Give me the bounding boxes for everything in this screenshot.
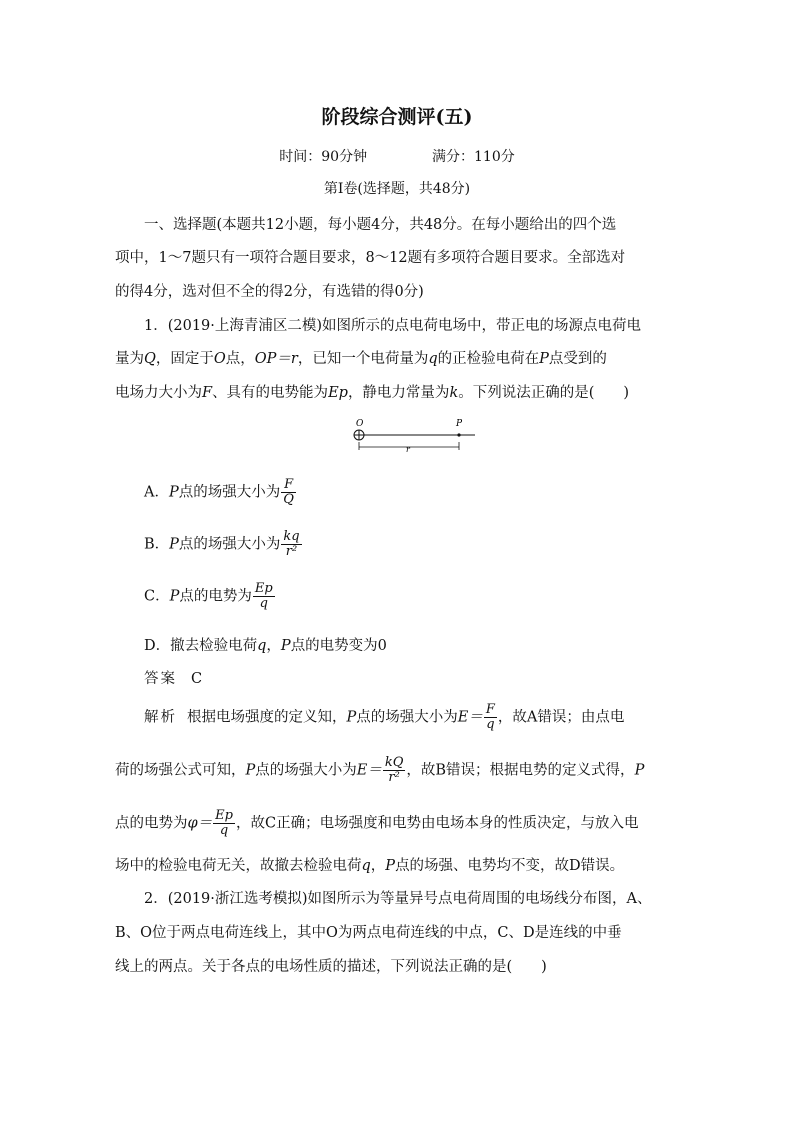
q1-solution-line-3: 点的电势为φ＝ $\frac{Ep}{q}$ ，故C正确；电场强度和电势由电场本身的性质决定，与放入电 bbox=[115, 808, 639, 838]
figure-label-o: O bbox=[356, 419, 364, 429]
q1-line-3: 电场力大小为F、具有的电势能为Ep，静电力常量为k。下列说法正确的是( ) bbox=[115, 385, 630, 401]
q2-line-1: 2．(2019·浙江选考模拟)如图所示为等量异号点电荷周围的电场线分布图，A、 bbox=[144, 891, 652, 907]
q1-solution-line-4: 场中的检验电荷无关，故撤去检验电荷q，P点的场强、电势均不变，故D错误。 bbox=[115, 858, 625, 874]
instructions-line-2: 项中，1～7题只有一项符合题目要求，8～12题有多项符合题目要求。全部选对 bbox=[115, 250, 626, 266]
instructions-line-1: 一、选择题(本题共12小题，每小题4分，共48分。在每小题给出的四个选 bbox=[144, 217, 617, 233]
q1-figure bbox=[350, 416, 480, 456]
q1-option-d: D．撤去检验电荷q，P点的电势变为0 bbox=[144, 638, 387, 654]
q1-option-b: B．P点的场强大小为 $\frac{kq}{\text{r²}}$ bbox=[144, 529, 300, 559]
q1-line-2: 量为Q，固定于O点，OP＝r，已知一个电荷量为q的正检验电荷在P点受到的 bbox=[115, 351, 607, 367]
q2-line-3: 线上的两点。关于各点的电场性质的描述，下列说法正确的是( ) bbox=[115, 959, 547, 975]
q1-solution-line-2: 荷的场强公式可知，P点的场强大小为E＝ $\frac{kQ}{\text{r²}}$ ，故B错误；根据电势的定义式得，P bbox=[115, 755, 645, 785]
exam-time: 时间：90分钟 bbox=[279, 149, 368, 165]
part-heading: 第Ⅰ卷(选择题，共48分) bbox=[323, 181, 471, 197]
figure-label-p: P bbox=[456, 419, 463, 429]
point-p-icon bbox=[457, 433, 460, 436]
q1-option-a: A．P点的场强大小为 $\frac{F}{Q}$ bbox=[144, 477, 294, 507]
exam-score: 满分：110分 bbox=[432, 149, 515, 165]
q1-solution-line-1: 解析 根据电场强度的定义知，P点的场强大小为E＝ $\frac{F}{q}$ ，故A错误；由点电 bbox=[144, 702, 625, 732]
page-title: 阶段综合测评(五) bbox=[321, 106, 473, 128]
instructions-line-3: 的得4分，选对但不全的得2分，有选错的得0分) bbox=[115, 284, 424, 300]
q1-line-1: 1．(2019·上海青浦区二模)如图所示的点电荷电场中，带正电的场源点电荷电 bbox=[144, 318, 642, 334]
exam-meta bbox=[0, 146, 794, 166]
q1-answer: 答案 C bbox=[144, 671, 203, 687]
figure-label-r: r bbox=[406, 445, 410, 454]
q1-option-c: C．P点的电势为 $\frac{Ep}{q}$ bbox=[144, 581, 273, 611]
q2-line-2: B、O位于两点电荷连线上，其中O为两点电荷连线的中点，C、D是连线的中垂 bbox=[115, 925, 622, 941]
